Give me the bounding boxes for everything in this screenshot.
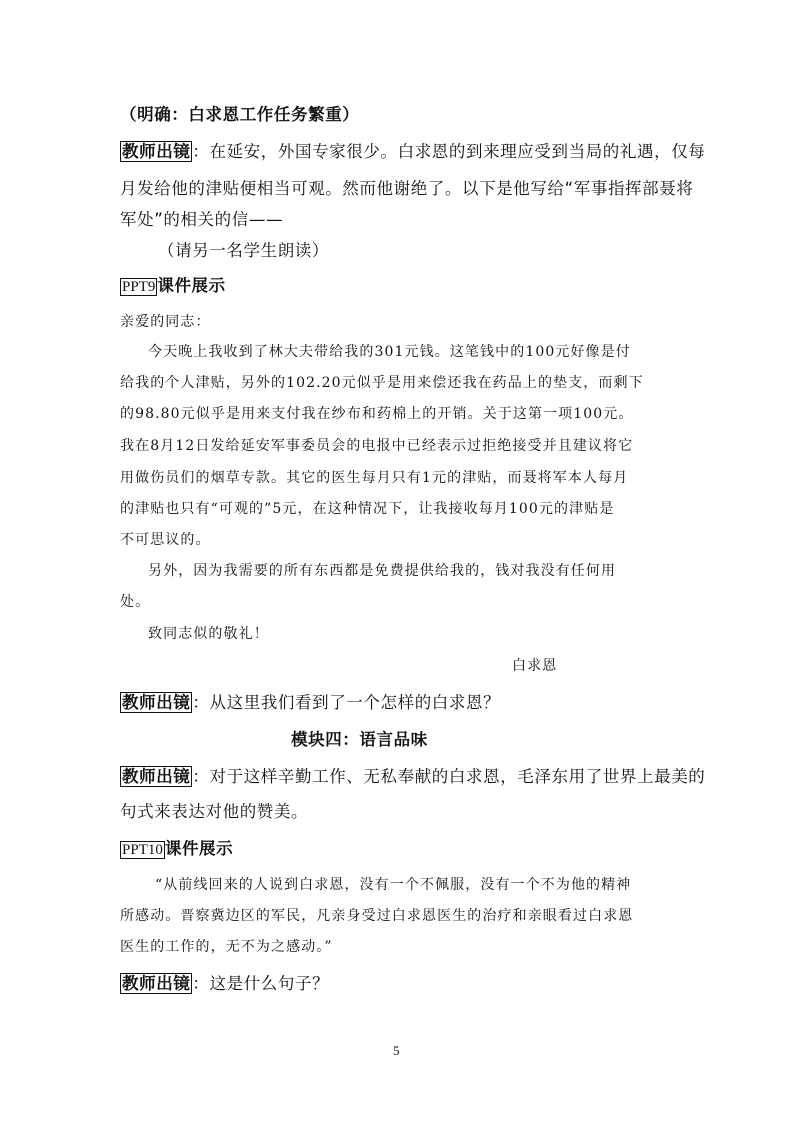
ppt9-heading [120,272,226,296]
page-number: 5 [393,1043,400,1058]
teacher-appear-paragraph-1 [120,138,705,162]
clarify-line: （明确：白求恩工作任务繁重） [120,105,360,124]
paragraph-line: 军处”的相关的信—— [120,210,284,229]
letter-line: 给我的个人津贴，另外的102.20元似乎是用来偿还我在药品上的垫支，而剩下 [120,375,644,391]
question-text: ：这是什么句子？ [192,974,330,993]
ppt9-title: 课件展示 [157,276,226,295]
module-heading: 模块四：语言品味 [291,730,428,749]
teacher-appear-paragraph-2 [120,763,705,787]
paragraph-text: ：对于这样辛勤工作、无私奉献的白求恩，毛泽东用了世界上最美的 [192,767,706,786]
letter-line: 的津贴也只有“可观的”5元，在这种情况下，让我接收每月100元的津贴是 [120,501,615,517]
letter-line: 处。 [120,594,151,610]
letter-signature: 白求恩 [512,658,558,674]
quote-line: “从前线回来的人说到白求恩，没有一个不佩服，没有一个不为他的精神 [155,877,632,893]
letter-line: 的98.80元似乎是用来支付我在纱布和药棉上的开销。关于这第一项100元。 [120,406,634,422]
letter-line: 用做伤员们的烟草专款。其它的医生每月只有1元的津贴，而聂将军本人每月 [120,470,629,486]
letter-line: 不可思议的。 [120,532,211,548]
teacher-appear-question-2 [120,970,329,994]
paragraph-line: 月发给他的津贴便相当可观。然而他谢绝了。以下是他写给“军事指挥部聂将 [120,179,694,198]
letter-line: 今天晚上我收到了林大夫带给我的301元钱。这笔钱中的100元好像是付 [148,344,631,360]
question-text: ：从这里我们看到了一个怎样的白求恩？ [192,693,501,712]
letter-line: 我在8月12日发给延安军事委员会的电报中已经表示过拒绝接受并且建议将它 [120,438,634,454]
ppt10-heading [120,835,233,859]
letter-salutation: 亲爱的同志： [120,314,211,330]
instruction-line: （请另一名学生朗读） [158,241,329,260]
ppt10-label: PPT10 [122,842,163,858]
quote-line: 所感动。晋察冀边区的军民，凡亲身受过白求恩医生的治疗和亲眼看过白求恩 [120,908,634,924]
letter-line: 另外，因为我需要的所有东西都是免费提供给我的，钱对我没有任何用 [148,563,617,579]
teacher-appear-label: 教师出镜 [122,693,191,712]
ppt10-title: 课件展示 [164,839,234,858]
teacher-appear-label: 教师出镜 [122,974,191,993]
teacher-appear-label: 教师出镜 [122,142,191,161]
teacher-appear-question-1 [120,689,500,713]
letter-closing: 致同志似的敬礼！ [148,626,269,642]
quote-line: 医生的工作的，无不为之感动。” [120,939,333,955]
teacher-appear-label: 教师出镜 [122,767,191,786]
paragraph-text: ：在延安，外国专家很少。白求恩的到来理应受到当局的礼遇，仅每 [192,142,706,161]
ppt9-label: PPT9 [122,279,156,295]
paragraph-line: 句式来表达对他的赞美。 [120,802,309,821]
